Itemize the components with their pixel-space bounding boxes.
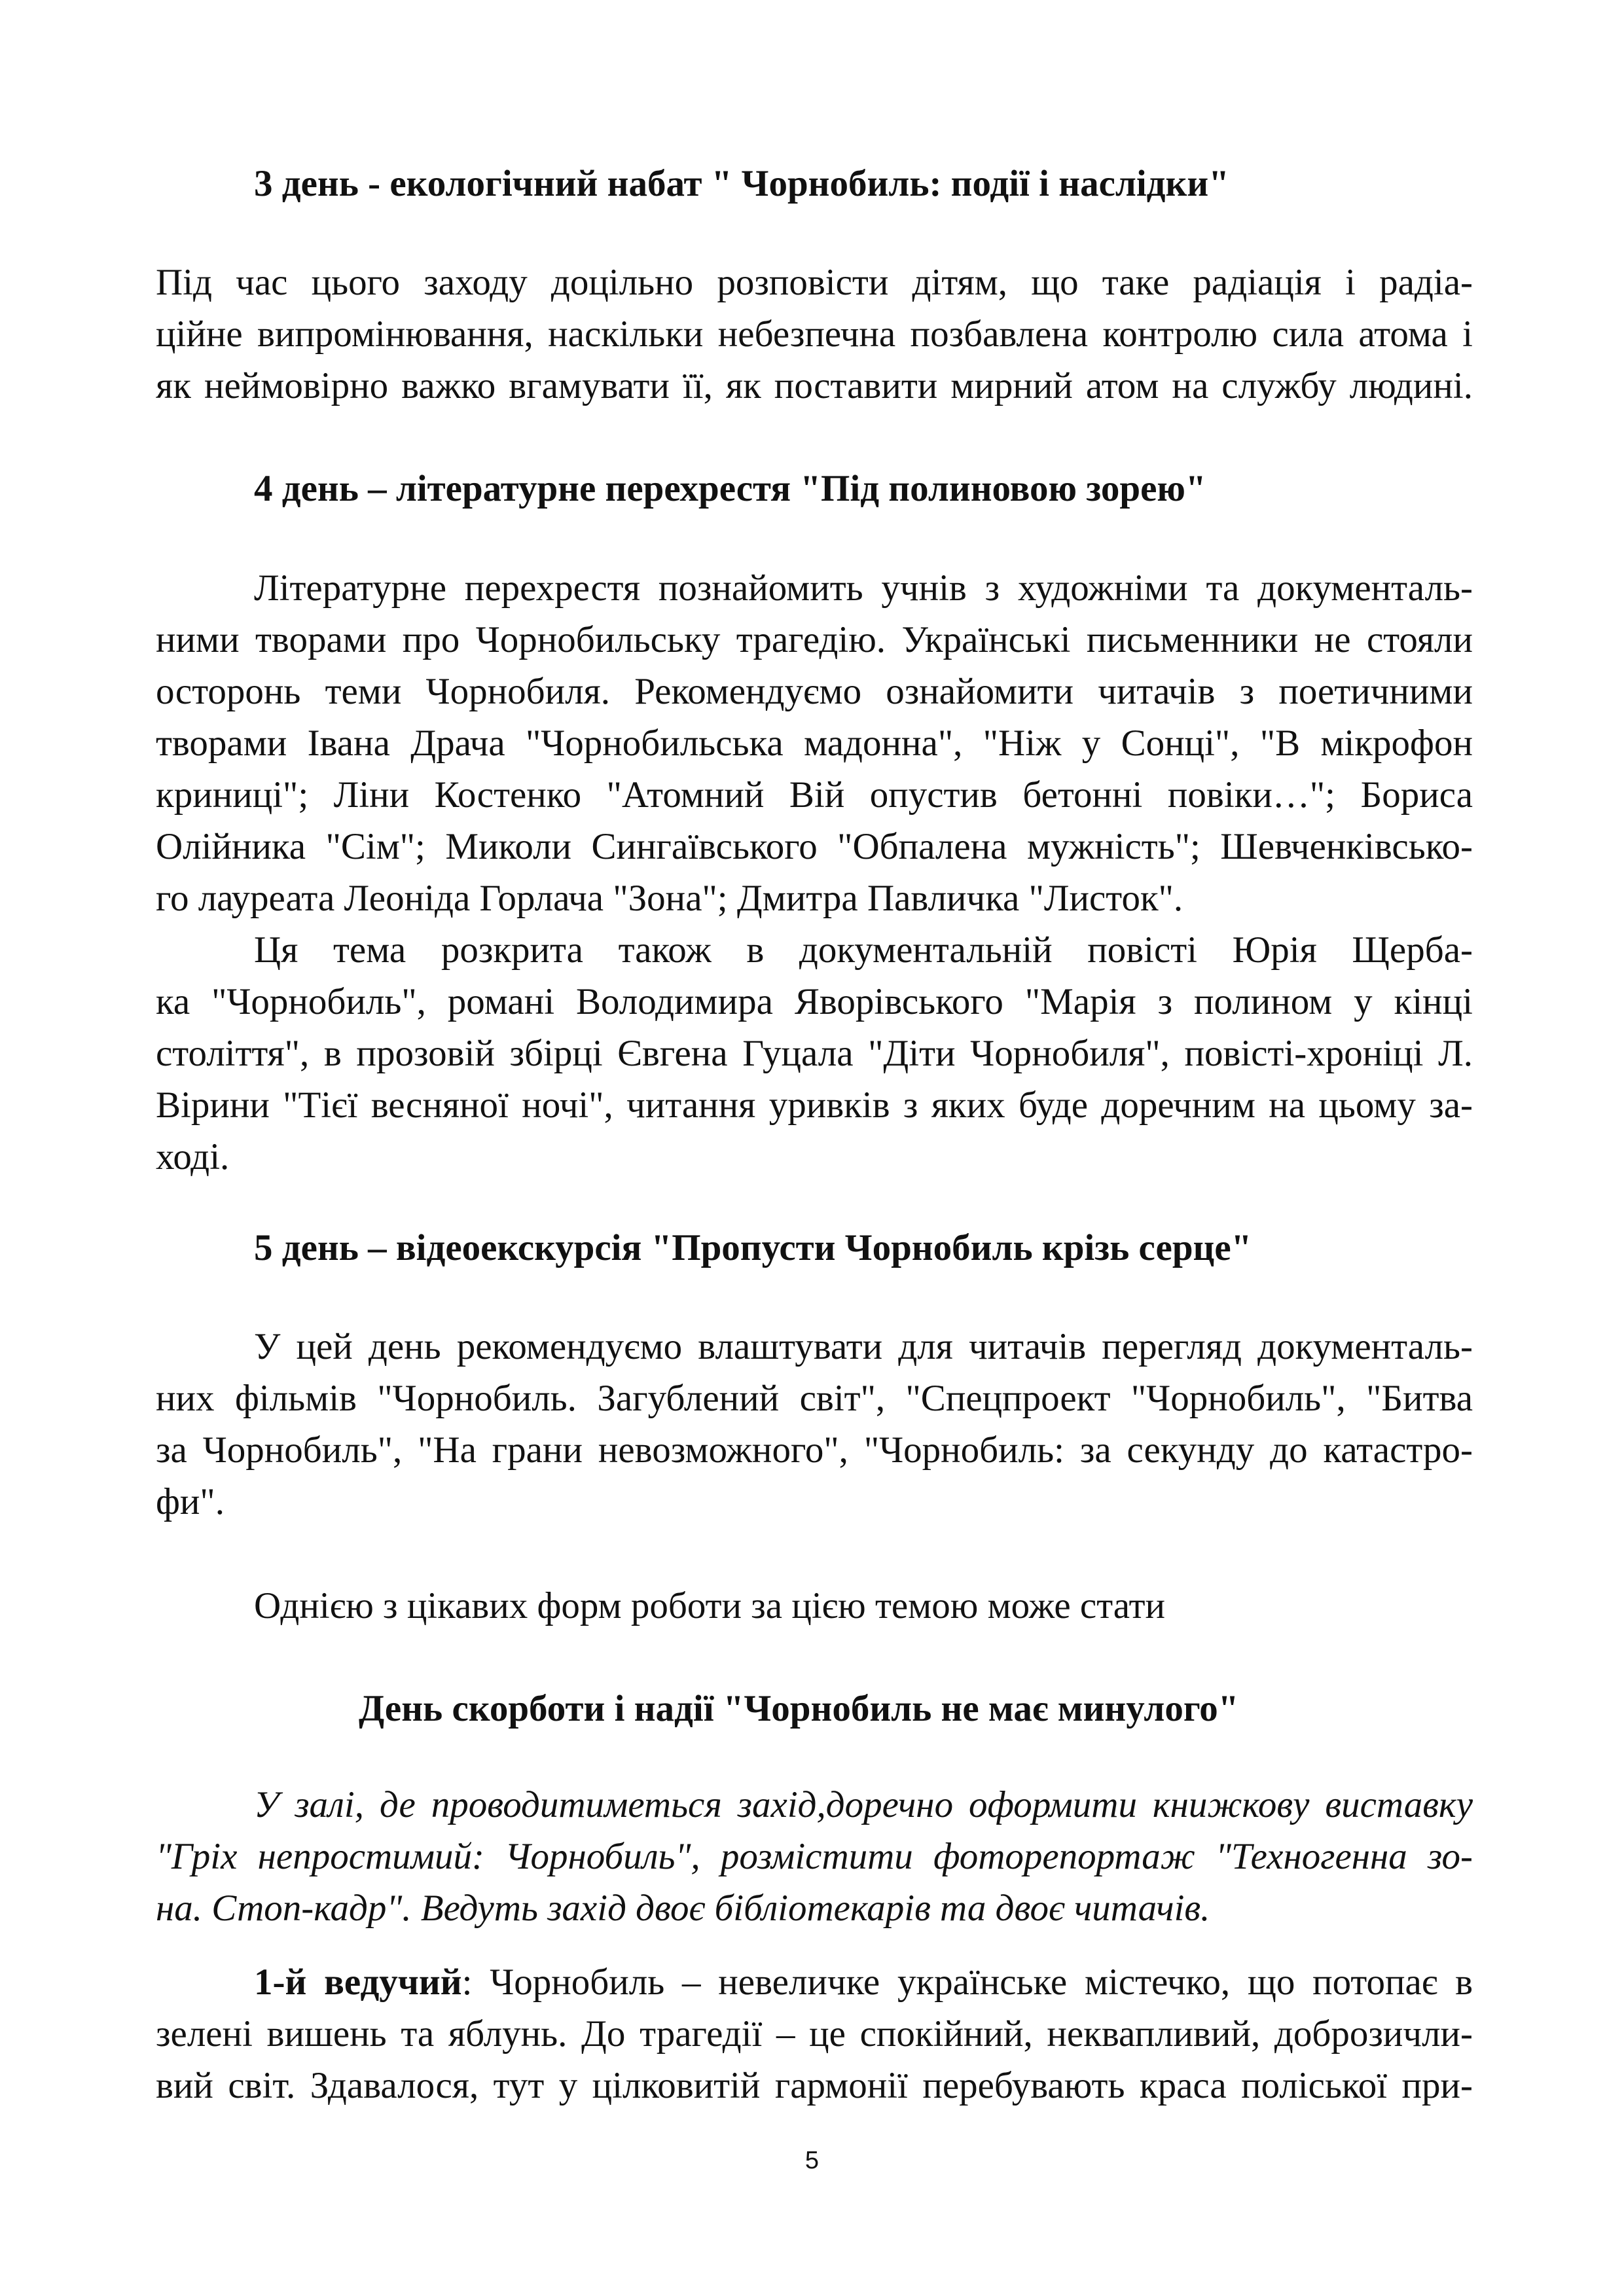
paragraph-documentary: [156, 924, 1473, 1183]
text-line: ними творами про Чорнобильську трагедію. Українські письменники не стояли: [156, 619, 1473, 660]
text-line: У залі, де проводитиметься захід,доречно оформити книжкову виставку: [254, 1784, 1473, 1825]
page-number: 5: [804, 2147, 820, 2174]
text-line: за Чорнобиль", "На грани невозможного", "Чорнобиль: за секунду до катастро-: [156, 1429, 1473, 1471]
text-line: століття", в прозовій збірці Євгена Гуцала "Діти Чорнобиля", повісті-хроніці Л.: [156, 1033, 1473, 1074]
text-line: Літературне перехрестя познайомить учнів з художніми та документаль-: [254, 567, 1473, 609]
text-line: фи".: [156, 1481, 225, 1522]
text-line: Вірини "Тієї весняної ночі", читання уривків з яких буде доречним на цьому за-: [156, 1085, 1473, 1126]
text-line: як неймовірно важко вгамувати її, як поставити мирний атом на службу людині.: [156, 365, 1473, 406]
text-line: творами Івана Драча "Чорнобильська мадонна", "Ніж у Сонці", "В мікрофон: [156, 723, 1473, 764]
heading-day3: 3 день - екологічний набат " Чорнобиль: події і наслідки": [254, 163, 1229, 204]
text-line: "Гріх непростимий: Чорнобиль", розмістити фоторепортаж "Техногенна зо-: [156, 1836, 1473, 1877]
text-line: ка "Чорнобиль", романі Володимира Яворівського "Марія з полином у кінці: [156, 981, 1473, 1022]
heading-mourning-day: День скорботи і надії "Чорнобиль не має минулого": [359, 1688, 1239, 1729]
text-line: [156, 1956, 1473, 2008]
text-line: Під час цього заходу доцільно розповісти дітям, що таке радіація і радіа-: [156, 262, 1473, 303]
text-line: ході.: [156, 1136, 230, 1177]
text-line: Ця тема розкрита також в документальній повісті Юрія Щерба-: [254, 929, 1473, 971]
speaker-label: 1-й ведучий: [254, 1962, 462, 2003]
text-line: криниці"; Ліни Костенко "Атомний Вій опустив бетонні повіки…"; Бориса: [156, 774, 1473, 816]
text-line: вий світ. Здавалося, тут у цілковитій гармонії перебувають краса поліської при-: [156, 2065, 1473, 2106]
text-line: на. Стоп-кадр". Ведуть захід двоє бібліотекарів та двоє читачів.: [156, 1888, 1210, 1929]
paragraph-radiation: [156, 257, 1473, 412]
paragraph-literature: [156, 562, 1473, 924]
text-line: зелені вишень та яблунь. До трагедії – це спокійний, неквапливий, доброзичли-: [156, 2013, 1473, 2054]
paragraph-stage-direction: [156, 1779, 1473, 1934]
text-line: них фільмів "Чорнобиль. Загублений світ", "Спецпроект "Чорнобиль", "Битва: [156, 1378, 1473, 1419]
text-line: го лауреата Леоніда Горлача "Зона"; Дмитра Павличка "Листок".: [156, 878, 1183, 919]
speaker-text: : Чорнобиль – невеличке українське містечко, що потопає в: [461, 1962, 1473, 2003]
text-line: ційне випромінювання, наскільки небезпечна позбавлена контролю сила атома і: [156, 314, 1473, 355]
paragraph-forms: [156, 1580, 1473, 1632]
paragraph-films: [156, 1321, 1473, 1528]
paragraph-first-host: [156, 1956, 1473, 2111]
text-line: Олійника "Сім"; Миколи Сингаївського "Обпалена мужність"; Шевченківсько-: [156, 826, 1473, 867]
text-line: У цей день рекомендуємо влаштувати для читачів перегляд документаль-: [254, 1326, 1473, 1367]
heading-day5: 5 день – відеоекскурсія "Пропусти Чорнобиль крізь серце": [254, 1227, 1252, 1268]
heading-day4: 4 день – літературне перехрестя "Під полиновою зорею": [254, 468, 1206, 509]
text-line: осторонь теми Чорнобиля. Рекомендуємо ознайомити читачів з поетичними: [156, 671, 1473, 712]
text-line: Однією з цікавих форм роботи за цією темою може стати: [254, 1585, 1166, 1626]
